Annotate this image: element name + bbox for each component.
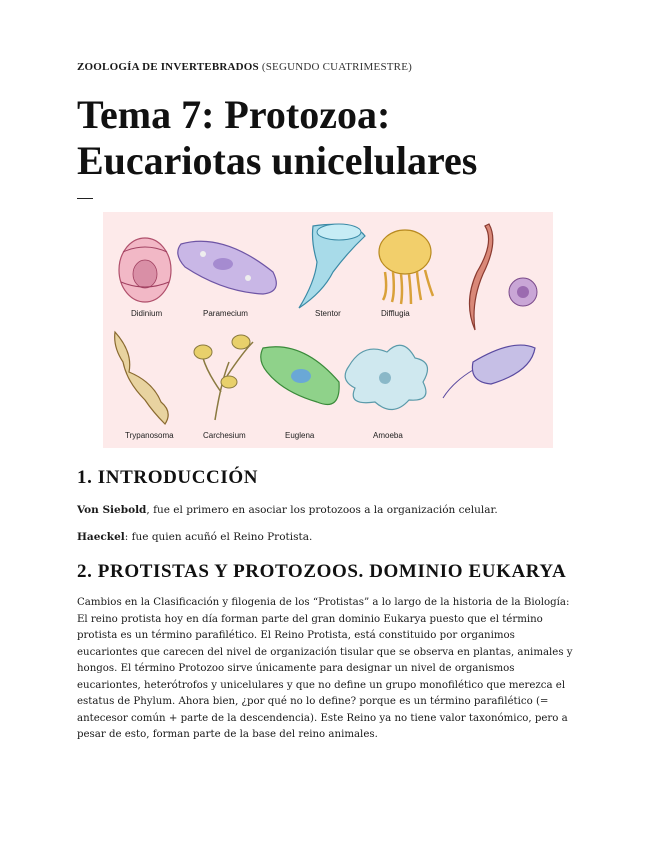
paramecium-drawing	[178, 241, 277, 294]
protistas-paragraph	[77, 595, 577, 744]
caption-amoeba: Amoeba	[373, 431, 403, 440]
section-heading-introduccion: 1. INTRODUCCIÓN	[77, 467, 259, 488]
course-name: ZOOLOGÍA DE INVERTEBRADOS	[77, 61, 259, 73]
difflugia-drawing	[379, 230, 433, 304]
protozoa-drawing	[103, 212, 553, 448]
caption-carchesium: Carchesium	[203, 431, 246, 440]
caption-difflugia: Difflugia	[381, 309, 410, 318]
section-heading-protistas: 2. PROTISTAS Y PROTOZOOS. DOMINIO EUKARYA	[77, 561, 567, 582]
caption-didinium: Didinium	[131, 309, 163, 318]
paragraph-line: pesar de esto, forman parte de la base del reino animales.	[77, 729, 378, 740]
haeckel-label: Haeckel	[77, 531, 125, 543]
siebold-label: Von Siebold	[77, 504, 147, 516]
caption-stentor: Stentor	[315, 309, 341, 318]
paragraph-line: antecesor común + parte de la descendencia). Este Reino ya no tiene valor taxonómico, pero a	[77, 712, 568, 724]
paragraph-line: protista es un término parafilético. El Reino Protista, está constituido por organimos	[77, 630, 515, 641]
title-divider	[77, 198, 93, 199]
amoeba-drawing	[345, 345, 427, 409]
paragraph-line: El reino protista hoy en día forman parte del gran dominio Eukarya puesto que el término	[77, 613, 543, 625]
paragraph-line: hongos. El término Protozoo sirve únicamente para designar un nivel de organismos	[77, 663, 515, 674]
paragraph-line: estatus de Phylum. Ahora bien, ¿por qué no lo define? porque es un término parafilético (=	[77, 696, 549, 707]
intro-paragraph-haeckel	[77, 529, 577, 546]
intro-paragraph-siebold	[77, 502, 577, 519]
stentor-drawing	[299, 224, 365, 308]
caption-paramecium: Paramecium	[203, 309, 248, 318]
title-line-1: Tema 7: Protozoa:	[77, 92, 391, 137]
paragraph-line: Cambios en la Clasificación y filogenia de los “Protistas” a lo largo de la historia de la Biología:	[77, 597, 570, 608]
caption-trypanosoma: Trypanosoma	[125, 431, 174, 440]
course-header	[77, 61, 412, 73]
course-term: (SEGUNDO CUATRIMESTRE)	[261, 61, 412, 73]
haeckel-text: : fue quien acuñó el Reino Protista.	[124, 531, 313, 543]
caption-euglena: Euglena	[285, 431, 315, 440]
euglena-drawing	[261, 347, 339, 405]
siebold-text: , fue el primero en asociar los protozoos a la organización celular.	[146, 504, 498, 516]
trypanosoma-long-drawing	[469, 224, 537, 330]
title-line-2: Eucariotas unicelulares	[77, 138, 478, 183]
paragraph-line: eucariontes, heterótrofos y unicelulares y que no define un grupo monofilético que merezca el	[77, 679, 566, 691]
flagellate-drawing	[443, 345, 535, 398]
trypanosoma-drawing	[115, 332, 169, 424]
page-title	[77, 92, 597, 184]
didinium-drawing	[119, 238, 171, 302]
carchesium-drawing	[194, 335, 253, 420]
protozoa-illustration	[103, 212, 553, 448]
paragraph-line: eucariontes que carecen del nivel de organización tisular que se observa en plantas, animales y	[77, 646, 573, 658]
